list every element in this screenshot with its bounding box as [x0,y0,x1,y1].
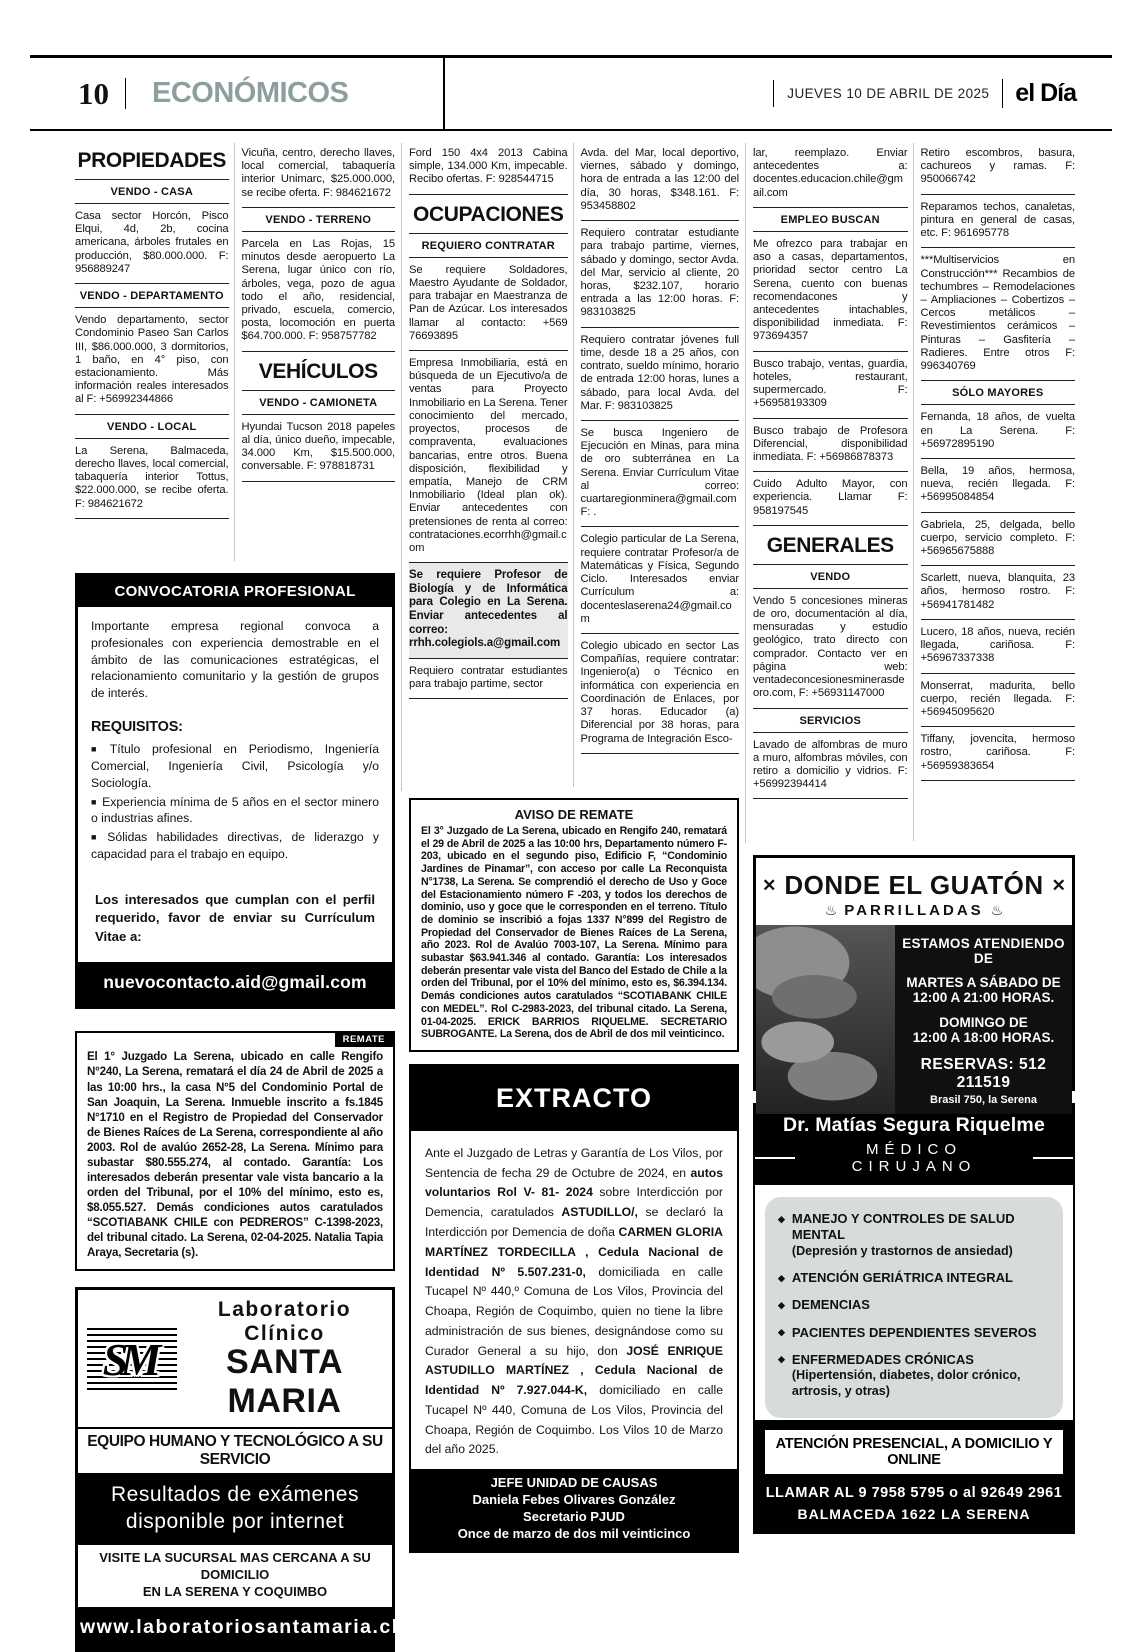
requisito-item [91,829,379,863]
subhead-vendo-local: VENDO - LOCAL [75,415,229,439]
classifieds-content [75,141,1075,1652]
guaton-sub-row [756,902,1072,919]
extracto-box [409,1064,739,1553]
doctor-address: BALMACEDA 1622 LA SERENA [797,1506,1031,1523]
doctor-name: Dr. Matías Segura Riquelme [782,1114,1046,1136]
guaton-reservations: RESERVAS: 512 211519 [920,1056,1047,1091]
santamaria-visit [78,1545,392,1609]
classified-ad: Parcela en Las Rojas, 15 minutos desde aeropuerto La Serena, lugar único con río, árboles, vega, pozo de agua todo el año, residencial, privado, escuela, comercio, posta, locomoción en puerta $64.700.000. F: 958757782 [242,232,396,352]
santamaria-logo-initials: SM [102,1333,154,1385]
text-segment-bold: CARMEN GLORIA MARTÍNEZ TORDECILLA , Cedula Nacional de Identidad Nº 5.507.231-0, [425,1225,723,1279]
column-2 [242,141,396,561]
extracto-footer-line: Secretario PJUD [523,1508,625,1524]
requisito-text: Experiencia mínima de 5 años en el sector minero o industrias afines. [91,794,379,826]
square-bullet-icon: ■ [91,832,103,843]
diamond-bullet-icon: ◆ [778,1272,785,1283]
crossed-skewers-icon: ✕ [1051,875,1066,895]
doctor-service-item [778,1352,1050,1400]
square-bullet-icon: ■ [91,796,98,807]
extracto-footer-line: JEFE UNIDAD DE CAUSAS [490,1475,658,1491]
masthead [30,55,1112,131]
convocatoria-intro: Importante empresa regional convoca a profesionales con experiencia demostrable en el ámbito de las comunicaciones estratégicas, el relacionamiento comunitario y la gestión de grupos de interés. [91,619,379,701]
extracto-footer [411,1469,737,1551]
guaton-line: DOMINGO DE [939,1015,1028,1030]
requisitos-label: REQUISITOS: [91,719,183,736]
section-header-ocupaciones: OCUPACIONES [409,195,568,234]
requisito-text: Título profesional en Periodismo, Ingeniería Comercial, Ingeniería Civil, Psicología y/o Sociología. [91,742,379,790]
service-main: MANEJO Y CONTROLES DE SALUD MENTAL [791,1211,1015,1243]
column-divider [913,143,914,841]
extracto-title: EXTRACTO [411,1066,737,1131]
service-main: DEMENCIAS [791,1297,870,1313]
service-main: ENFERMEDADES CRÓNICAS [791,1351,974,1367]
diamond-bullet-icon: ◆ [778,1354,785,1365]
guaton-line: 12:00 A 18:00 HORAS. [912,1030,1055,1045]
classified-ad: Lucero, 18 años, nueva, recién llegada, cariñosa. F: +56967337338 [921,620,1076,674]
column-divider [573,143,574,787]
classified-ad: Cuido Adulto Mayor, con experiencia. Llamar F: 958197545 [753,472,908,526]
requisito-item [91,794,379,828]
column-divider [745,143,746,843]
classified-ad: Busco trabajo, ventas, guardia, hoteles, restaurant, supermercado. F: +56958193309 [753,352,908,419]
issue-date: JUEVES 10 DE ABRIL DE 2025 [773,80,989,107]
doctor-service-item [778,1297,1050,1313]
guaton-line: ESTAMOS ATENDIENDO DE [902,936,1065,966]
subhead-vendo-casa: VENDO - CASA [75,180,229,204]
subhead-empleo-buscan: EMPLEO BUSCAN [753,208,908,232]
convocatoria-box [75,573,395,1009]
guaton-subtitle: PARRILLADAS [844,902,984,919]
doctor-phone: LLAMAR AL 9 7958 5795 o al 92649 2961 [765,1485,1063,1502]
subhead-requiero-contratar: REQUIERO CONTRATAR [409,234,568,258]
aviso-remate-box [409,798,739,1052]
classified-ad: Bella, 19 años, hermosa, nueva, recién llegada. F: +56995084854 [921,459,1076,513]
subhead-servicios: SERVICIOS [753,709,908,733]
aviso-remate-body: El 3° Juzgado de La Serena, ubicado en Rengifo 240, rematará el 29 de Abril de 2025 a las 10:00 hrs, Departamento número F-203, ubicado en el segundo piso, Edificio F, “Condominio Jardines de Pinamar”, con acceso por calle La Reconquista N°1738, La Serena. Se comprendió el derecho de Uso y Goce del Estacionamiento número F -203, y todos los derechos de dominio, uso y goce que le corresponden en el terreno. Título de dominio se inscribió a fojas 1337 N°899 del Registro de Propiedad del Conservador de Bienes Raíces de La Serena, año 2023. Rol de Avalúo 7003-107, La Serena. Mínimo para subastar $63.941.346 al contado. Garantía: Los interesados deberán presentar vale vista del Banco del Estado de Chile a la orden del Tribunal, por el 10% del mínimo, esto es, $6.394.134. Demás condiciones autos caratulados “SCOTIABANK CHILE con MEDEL”. Rol C-2983-2023, del tribunal citado. La Serena, 01-04-2025. ERICK BARRIOS RIQUELME. SECRETARIO SUBROGANTE. La Serena, dos de Abril de dos mil veinticinco. [421,825,727,1041]
santamaria-url: www.laboratoriosantamaria.cl [78,1609,392,1649]
classified-ad: Ford 150 4x4 2013 Cabina simple, 134.000 Km, impecable. Recibo ofertas. F: 928544715 [409,141,568,195]
classified-ad: Requiero contratar estudiante para trabajo partime, viernes, sábado y domingo, sector Avda. del Mar, servicio al cliente, 20 horas, $232.107, horario entrada a las 12:00 horas. F: 983103825 [581,221,740,328]
service-sub: (Depresión y trastornos de ansiedad) [791,1243,1013,1258]
santamaria-visit-line2: EN LA SERENA Y COQUIMBO [142,1583,328,1599]
text-segment: sobre Interdicción por Demencia, caratulados [425,1185,723,1220]
doctor-header [755,1105,1073,1185]
santamaria-banner-line1: Resultados de exámenes [111,1483,359,1507]
classified-ad: Me ofrezco para trabajar en aso a casas, departamentos, prioridad sector centro La Serena, cuento con buenas recomendacones y antecedentes intachables, disponibilidad inmediata. F: 973694357 [753,232,908,352]
santamaria-banner [78,1475,392,1545]
section-header-generales: GENERALES [753,526,908,565]
classified-ad: Requiero contratar estudiantes para trabajo partime, sector [409,659,568,699]
service-sub: (Hipertensión, diabetes, dolor crónico, artrosis, y otras) [791,1368,1021,1398]
classified-ad: Lavado de alfombras de muro a muro, alfombras móviles, con retiro a domicilio y vidrios. F: +56992394414 [753,733,908,800]
requisito-text: Sólidas habilidades directivas, de liderazgo y capacidad para el trabajo en equipo. [91,830,379,862]
doctor-ad [753,1103,1075,1534]
guaton-info-panel [895,925,1072,1114]
text-segment-bold: autos voluntarios Rol V- 81- 2024 [425,1165,723,1200]
service-main: ATENCIÓN GERIÁTRICA INTEGRAL [791,1270,1013,1286]
classified-ad: Colegio ubicado en sector Las Compañías, requiere contratar: Ingeniero(a) o Técnico en informática con experiencia en Coordinación de Enlaces, por 37 horas. Educador (a) Diferencial por 38 horas, para Programa de Integración Esco- [581,634,740,754]
guaton-ad [753,855,1075,1106]
section-title: ECONÓMICOS [152,77,349,109]
classified-ad: La Serena, Balmaceda, derecho llaves, local comercial, tabaquería interior Tottus, $22.000.000, se recibe oferta. F: 984621672 [75,439,229,519]
masthead-divider [443,58,445,129]
convocatoria-email: nuevocontacto.aid@gmail.com [78,962,392,1006]
classified-ad: Se busca Ingeniero de Ejecución en Minas, para mina de oro subterránea en La Serena. Enviar Currículum Vitae al correo: cuartaregionminera@gmail.com F: . [581,421,740,528]
classified-ad: Se requiere Soldadores, Maestro Ayudante de Soldador, para trabajar en Maestranza de Pan de Azúcar. Los interesados llamar al contacto: +569 76693895 [409,258,568,351]
santamaria-ad [75,1287,399,1651]
supercolumn-a [75,141,399,1652]
santamaria-titles [186,1298,383,1421]
column-pair-2 [409,141,739,786]
column-pair-1 [75,141,395,561]
flame-icon: ♨ [824,902,838,918]
extracto-body [411,1131,737,1469]
newspaper-page [0,55,1142,1638]
classified-ad: ***Multiservicios en Construcción*** Recambios de techumbres – Remodelaciones – Ampliaciones – Cobertizos – Cercos metálicos – Revestimientos cerámicos – Pinturas – Gasfitería – Radieres. Entre otros F: 996340769 [921,248,1076,381]
classified-ad: Tiffany, jovencita, hermoso rostro, cariñosa. F: +56959383654 [921,727,1076,781]
column-pair-3 [753,141,1075,843]
classified-ad: Vendo 5 concesiones mineras de oro, documentación al día, mensuradas y estudio geológico, trato directo con comprador. Contacto ver en página web: ventadeconcesionesminerasdeoro.com, F: +56931147000 [753,589,908,709]
doctor-attention-banner: ATENCIÓN PRESENCIAL, A DOMICILIO Y ONLINE [764,1429,1064,1475]
text-segment: se declaró la Interdicción por Demencia de doña [425,1205,723,1240]
diamond-bullet-icon: ◆ [778,1213,785,1224]
doctor-service-item [778,1325,1050,1341]
column-5 [753,141,908,843]
text-segment-bold: ASTUDILLO/, [561,1205,646,1220]
classified-ad: Empresa Inmobiliaria, está en búsqueda de un Ejecutivo/a de ventas para Proyecto Inmobiliario en La Serena. Tener conocimiento del mercado, proyectos, procesos de compraventa, evaluaciones bancarias, entre otros. Buena disposición, flexibilidad y empatía, Manejo de CRM Inmobiliario (Ideal plan ok). Enviar antecedentes con pretensiones de renta al correo: contrataciones.ecorrhh@gmail.com [409,351,568,563]
classified-ad: lar, reemplazo. Enviar antecedentes a: docentes.educacion.chile@gmail.com [753,141,908,208]
guaton-name-row [756,870,1072,901]
remate-label: REMATE [335,1033,393,1047]
convocatoria-body [78,607,392,962]
guaton-line: MARTES A SÁBADO DE [906,975,1061,990]
text-segment: domiciliado en calle Tucapel Nº 440, Comuna de Los Vilos, Provincia del Choapa, Región de Coquimbo. Los Vilos 10 de Marzo del año 2025. [425,1383,723,1457]
classified-ad: Monserrat, madurita, bello cuerpo, recién llegada. F: +56945095620 [921,674,1076,728]
classified-ad: Gabriela, 25, delgada, bello cuerpo, servicio completo. F: +56965675888 [921,513,1076,567]
classified-ad: Casa sector Horcón, Pisco Elqui, 4d, 2b, cocina americana, árboles frutales en producción, $80.000.000. F: 956889247 [75,204,229,284]
column-3 [409,141,568,786]
classified-ad: Vendo departamento, sector Condominio Paseo San Carlos III, $86.000.000, 3 dormitorios, 1 baño, en 4° piso, con estacionamiento. Más información reales interesados al F: +56992344866 [75,308,229,415]
classified-ad: Avda. del Mar, local deportivo, viernes, sábado y domingo, hora de entrada a las 12:00 del día, 30 horas, $348.161. F: 953458802 [581,141,740,221]
guaton-lower [756,925,1072,1114]
page-number: 10 [78,78,126,109]
grill-photo [756,925,895,1114]
extracto-footer-line: Once de marzo de dos mil veinticinco [457,1525,691,1541]
doctor-service-item [778,1270,1050,1286]
column-6 [921,141,1076,843]
santamaria-header [78,1290,392,1427]
text-segment: domiciliada en calle Tucapel Nº 440,º Comuna de Los Vilos, Provincia del Choapa, Región de Coquimbo, quien no tiene la libre administración de sus bienes, designándose como su Curador General a su hijo, don [425,1264,723,1358]
newspaper-logo: el Día [1002,79,1076,108]
supercolumn-b [409,141,739,1652]
santamaria-line1: Laboratorio Clínico [217,1298,352,1346]
square-bullet-icon: ■ [91,744,105,755]
flame-icon: ♨ [990,902,1004,918]
column-1 [75,141,229,561]
santamaria-tagline: EQUIPO HUMANO Y TECNOLÓGICO A SU SERVICIO [78,1427,392,1475]
santamaria-visit-line1: VISITE LA SUCURSAL MAS CERCANA A SU DOMICILIO [99,1550,371,1582]
convocatoria-closing: Los interesados que cumplan con el perfil requerido, favor de enviar su Currículum Vitae a: [95,891,375,944]
doctor-body [755,1185,1073,1420]
guaton-line: 12:00 A 21:00 HORAS. [912,990,1055,1005]
remate-box [75,1031,395,1271]
santamaria-logo [87,1328,177,1392]
subhead-vendo-terreno: VENDO - TERRENO [242,208,396,232]
supercolumn-c [753,141,1075,1652]
aviso-remate-title: AVISO DE REMATE [514,807,634,822]
convocatoria-title: CONVOCATORIA PROFESIONAL [78,576,392,607]
section-header-propiedades: PROPIEDADES [75,141,229,180]
classified-ad-highlighted: Se requiere Profesor de Biología y de Informática para Colegio en La Serena. Enviar antecedentes al correo: rrhh.colegiols.a@gmail.com [409,563,568,658]
diamond-bullet-icon: ◆ [778,1327,785,1338]
classified-ad: Retiro escombros, basura, cachureos y ramas. F: 950066742 [921,141,1076,195]
santamaria-banner-line2: disponible por internet [125,1510,345,1534]
text-segment-bold: JOSÉ ENRIQUE ASTUDILLO MARTÍNEZ , Cedula Nacional de Identidad Nº 7.927.044-K, [425,1343,723,1398]
guaton-header [756,858,1072,925]
section-header-vehiculos: VEHÍCULOS [242,352,396,391]
classified-ad: Scarlett, nueva, blanquita, 23 años, hermoso rostro. F: +56941781482 [921,566,1076,620]
diamond-bullet-icon: ◆ [778,1299,785,1310]
guaton-address: Brasil 750, la Serena [930,1094,1038,1106]
text-segment: Ante el Juzgado de Letras y Garantía de Los Vilos, por Sentencia de fecha 29 de Octubre de 2024, en [425,1145,723,1180]
guaton-name: DONDE EL GUATÓN [784,870,1044,900]
service-main: PACIENTES DEPENDIENTES SEVEROS [791,1324,1037,1340]
doctor-services-panel [765,1197,1063,1418]
crossed-skewers-icon: ✕ [762,875,777,895]
doctor-footer [755,1420,1073,1532]
extracto-footer-line: Daniela Febes Olivares González [472,1492,676,1508]
remate-label-row [77,1033,393,1047]
classified-ad: Fernanda, 18 años, de vuelta en La Serena. F: +56972895190 [921,405,1076,459]
requisito-item [91,741,379,791]
doctor-specialty: MÉDICO CIRUJANO [755,1141,1073,1175]
doctor-service-item [778,1211,1050,1259]
subhead-solo-mayores: SÓLO MAYORES [921,381,1076,405]
column-divider [234,143,235,561]
classified-ad: Reparamos techos, canaletas, pintura en general de casas, etc. F: 961695778 [921,195,1076,249]
classified-ad: Colegio particular de La Serena, requiere contratar Profesor/a de Matemáticas y Física, Segundo Ciclo. Interesados enviar Currículum a: docenteslaserena24@gmail.com [581,527,740,634]
subhead-vendo: VENDO [753,565,908,589]
classified-ad: Vicuña, centro, derecho llaves, local comercial, tabaquería interior Unimarc, $25.000.000, se recibe oferta. F: 984621672 [242,141,396,208]
classified-ad: Requiero contratar jóvenes full time, desde 18 a 25 años, con contrato, sueldo mínimo, horario de entrada 12:00 horas, lunes a sábado, para local Avda. del Mar. F: 983103825 [581,328,740,421]
subhead-vendo-camioneta: VENDO - CAMIONETA [242,391,396,415]
santamaria-line2: SANTA MARIA [225,1343,344,1421]
masthead-right [773,58,1076,129]
subhead-vendo-departamento: VENDO - DEPARTAMENTO [75,284,229,308]
classified-ad: Busco trabajo de Profesora Diferencial, disponibilidad inmediata. F: +56986878373 [753,419,908,473]
remate-body: El 1° Juzgado La Serena, ubicado en calle Rengifo N°240, La Serena, rematará el día 24 de Abril de 2025 a las 10:00 hrs., la casa N°5 del Condominio Portal de San Joaquin, La Serena. Inmueble inscrito a fs.1845 N°1710 en el Registro de Propiedad del Conservador de Bienes Raíces de La Serena, correspondiente al año 2003. Rol de avalúo 2652-28, La Serena. Mínimo para subastar $80.555.274, al contado. Garantía: Los interesados deberán presentar vale vista bancario a la orden del Tribunal, por el 10% del mínimo, esto es, $8.055.527. Demás condiciones autos caratulados “SCOTIABANK CHILE con PEDREROS” C-1398-2023, del tribunal citado. La Serena, 02-04-2025. Natalia Tapia Araya, Secretaria (s). [87,1050,383,1260]
column-divider [401,143,402,791]
column-4 [581,141,740,786]
classified-ad: Hyundai Tucson 2018 papeles al día, único dueño, impecable, 34.000 Km, $15.500.000, conversable. F: 978818731 [242,415,396,482]
